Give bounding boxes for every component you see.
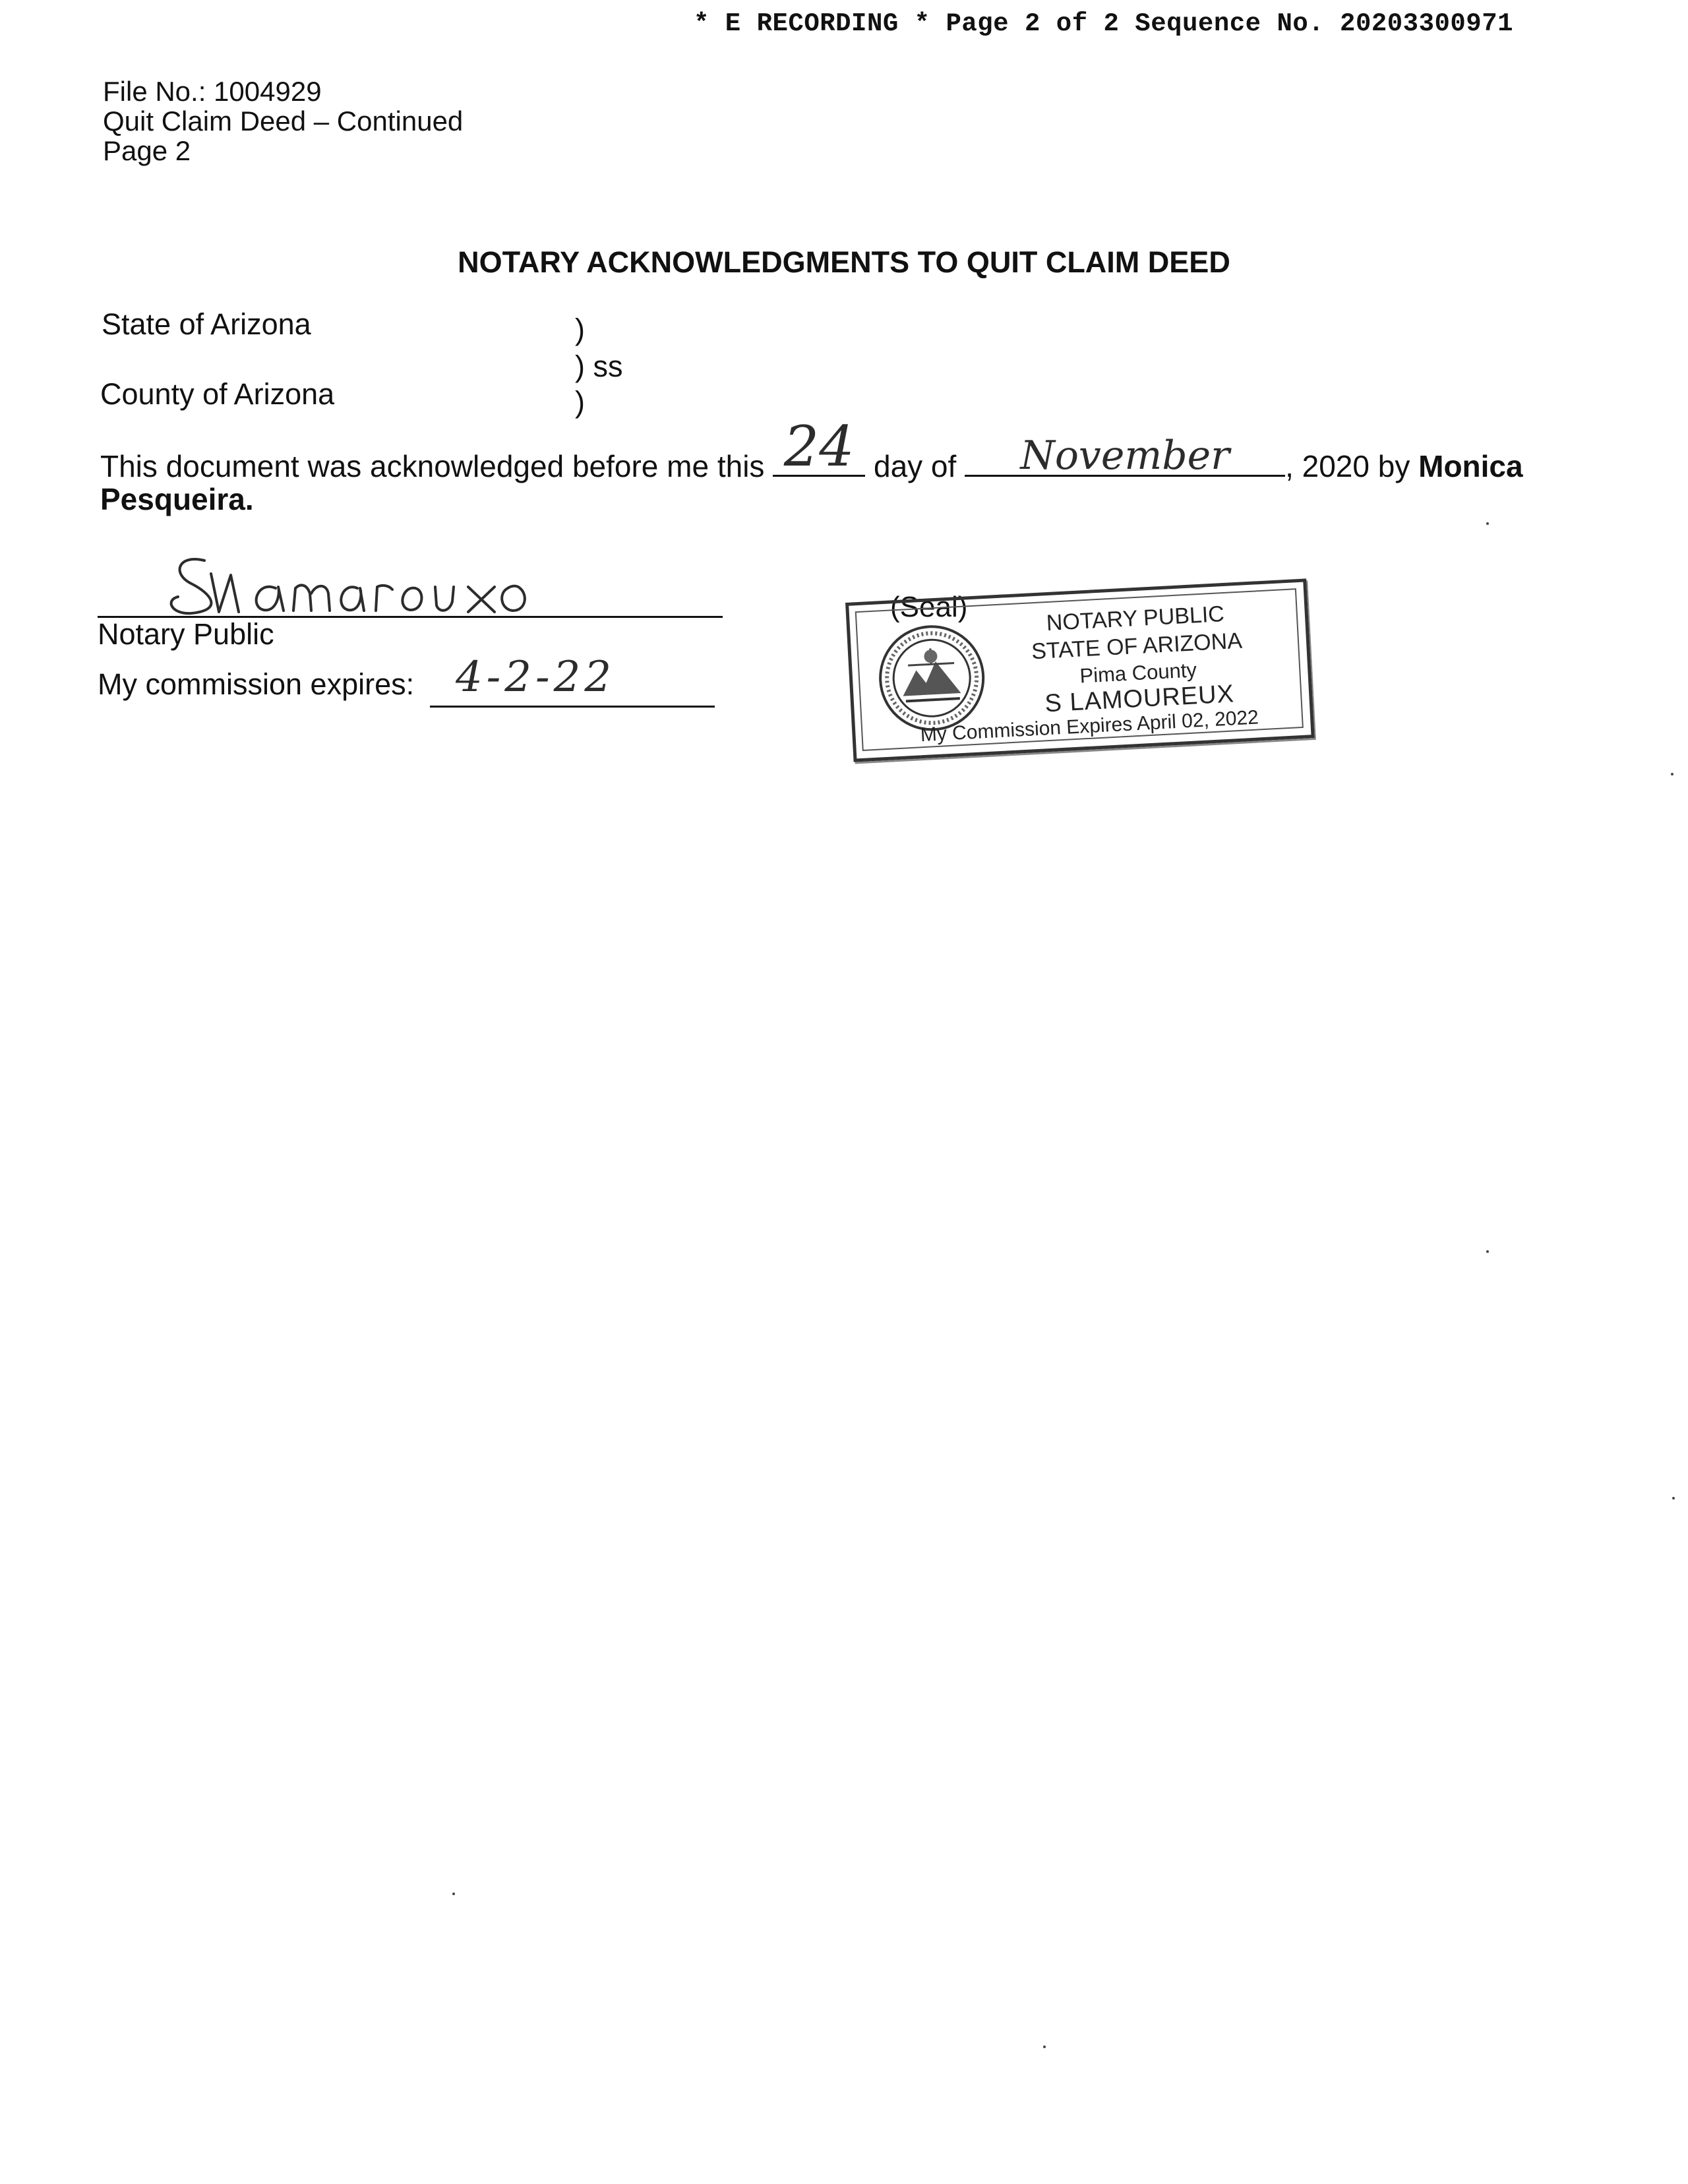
file-info-block — [103, 76, 463, 166]
scan-speck — [1043, 2046, 1046, 2048]
scan-speck — [1671, 773, 1673, 775]
day-blank — [773, 414, 865, 479]
stamp-line-notary-name: S LAMOUREUX — [1044, 680, 1235, 718]
notary-stamp — [845, 578, 1313, 760]
commission-date-handwritten: 4-2-22 — [455, 653, 616, 702]
stamp-line-state: STATE OF ARIZONA — [1031, 628, 1243, 665]
scan-speck — [1486, 1250, 1489, 1253]
commission-date-line — [430, 706, 715, 708]
scan-speck — [1486, 522, 1489, 525]
acknowledgment-prefix: This document was acknowledged before me this — [100, 449, 765, 483]
day-handwritten: 24 — [783, 414, 855, 479]
stamp-line-notary-public: NOTARY PUBLIC — [1045, 601, 1225, 636]
stamp-line-county: Pima County — [1079, 658, 1197, 688]
notary-public-label: Notary Public — [98, 617, 274, 651]
venue-state: State of Arizona — [102, 307, 311, 341]
month-blank — [965, 433, 1285, 479]
venue-paren-bottom: ) — [575, 385, 585, 419]
stamp-line-commission-expires: My Commission Expires April 02, 2022 — [920, 706, 1259, 746]
document-title: NOTARY ACKNOWLEDGMENTS TO QUIT CLAIM DEED — [458, 245, 1230, 279]
scan-speck — [452, 1893, 455, 1895]
commission-expires-label: My commission expires: — [98, 667, 415, 701]
seal-label: (Seal) — [890, 591, 968, 623]
year-by-text: , 2020 by — [1285, 449, 1410, 483]
notary-signature — [165, 547, 574, 620]
state-seal-icon — [873, 619, 991, 737]
month-handwritten: November — [1020, 433, 1230, 479]
recording-header: * E RECORDING * Page 2 of 2 Sequence No. 20203300971 — [694, 9, 1513, 38]
document-continued-label: Quit Claim Deed – Continued — [103, 106, 464, 136]
venue-county: County of Arizona — [100, 377, 335, 411]
scan-speck — [1672, 1497, 1675, 1500]
grantor-last-name: Pesqueira. — [100, 482, 254, 516]
venue-paren-ss: ) ss — [575, 349, 623, 383]
day-of-text: day of — [873, 449, 957, 483]
file-number: File No.: 1004929 — [103, 76, 322, 107]
page-number: Page 2 — [103, 135, 191, 166]
venue-paren-top: ) — [575, 313, 585, 346]
acknowledgment-line — [100, 414, 1523, 484]
grantor-first-name: Monica — [1418, 449, 1523, 483]
